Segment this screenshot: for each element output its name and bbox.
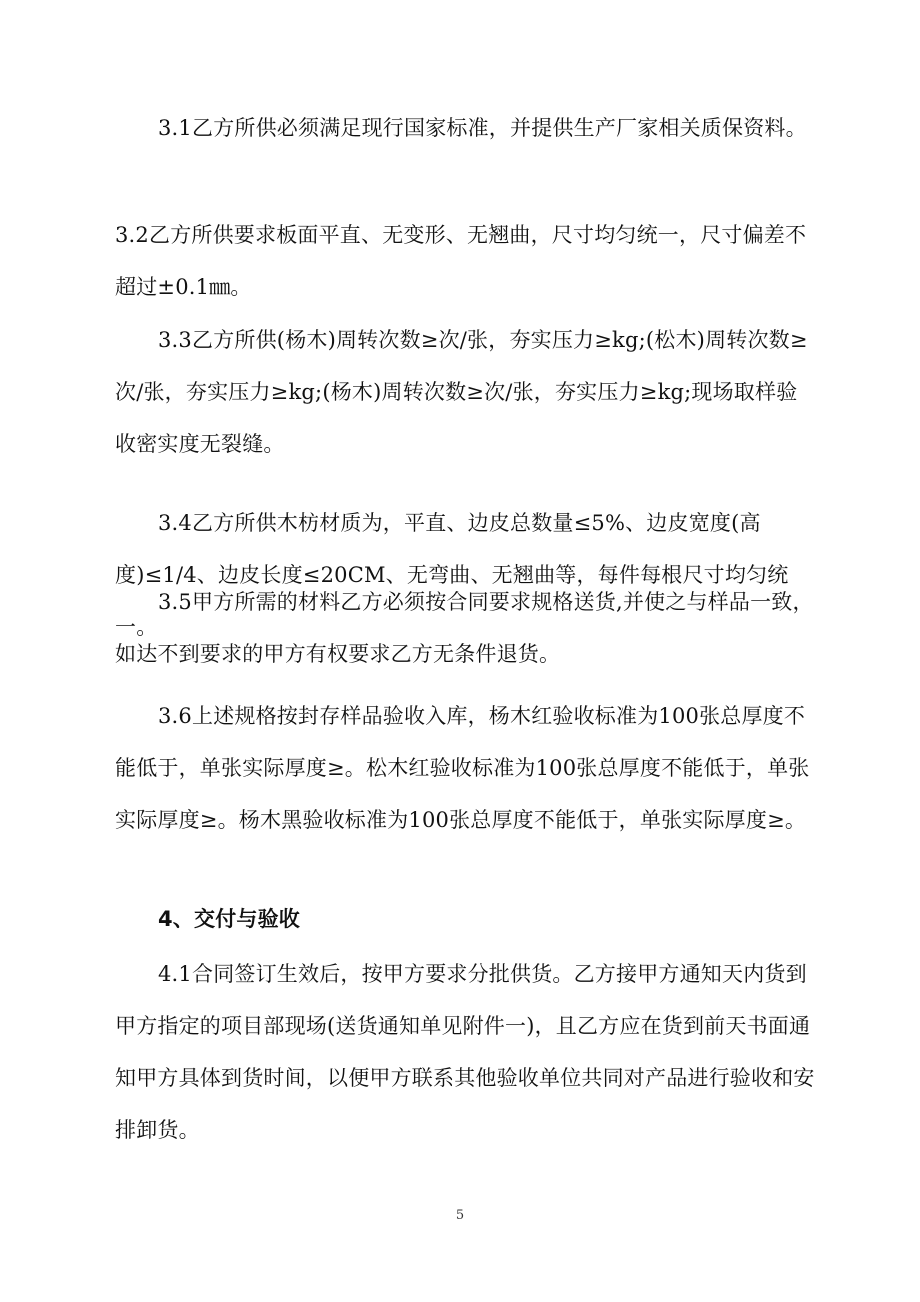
clause-3-3: 3.3乙方所供(杨木)周转次数≥次/张，夯实压力≥kg;(松木)周转次数≥次/张，夯实压力≥kg;(杨木)周转次数≥次/张，夯实压力≥kg;现场取样验收密实度无裂缝。	[115, 328, 808, 456]
clause-3-6: 3.6上述规格按封存样品验收入库，杨木红验收标准为100张总厚度不能低于，单张实际厚度≥。松木红验收标准为100张总厚度不能低于，单张实际厚度≥。杨木黑验收标准为100张总厚度不能低于，单张实际厚度≥。	[115, 704, 810, 832]
clause-3-1: 3.1乙方所供必须满足现行国家标准，并提供生产厂家相关质保资料。	[158, 116, 807, 140]
clause-3-2: 3.2乙方所供要求板面平直、无变形、无翘曲，尺寸均匀统一，尺寸偏差不超过±0.1㎜。	[115, 223, 807, 299]
section-heading-4: 4、交付与验收	[158, 907, 301, 931]
page-number: 5	[455, 1208, 465, 1223]
clause-3-5: 3.5甲方所需的材料乙方必须按合同要求规格送货,并使之与样品一致，如达不到要求的甲方有权要求乙方无条件退货。	[115, 590, 814, 666]
clause-4-1: 4.1合同签订生效后，按甲方要求分批供货。乙方接甲方通知天内货到甲方指定的项目部现场(送货通知单见附件一)，且乙方应在货到前天书面通知甲方具体到货时间，以便甲方联系其他验收单位共同对产品进行验收和安排卸货。	[115, 962, 815, 1142]
clause-3-4: 3.4乙方所供木枋材质为，平直、边皮总数量≤5%、边皮宽度(高度)≤1/4、边皮长度≤20CM、无弯曲、无翘曲等，每件每根尺寸均匀统一。	[115, 511, 789, 639]
